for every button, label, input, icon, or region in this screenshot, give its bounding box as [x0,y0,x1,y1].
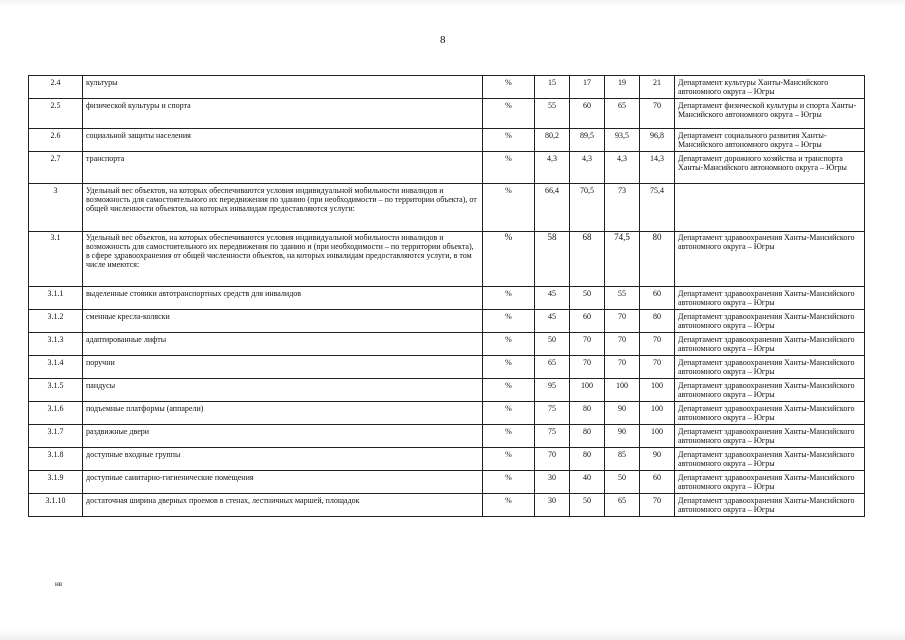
responsible-department: Департамент физической культуры и спорта Ханты-Мансийского автономного округа – Югры [675,99,865,129]
responsible-department: Департамент здравоохранения Ханты-Мансийского автономного округа – Югры [675,471,865,494]
value-year-2: 70 [570,333,605,356]
row-number: 3.1.7 [29,425,83,448]
row-number: 2.7 [29,152,83,184]
table-row [29,129,865,152]
responsible-department: Департамент здравоохранения Ханты-Мансийского автономного округа – Югры [675,425,865,448]
row-number: 2.6 [29,129,83,152]
indicator-name: пандусы [83,379,483,402]
value-year-3: 65 [605,99,640,129]
value-year-4: 70 [640,356,675,379]
value-year-1: 55 [535,99,570,129]
value-year-3: 90 [605,402,640,425]
responsible-department: Департамент социального развития Ханты-Мансийского автономного округа – Югры [675,129,865,152]
value-year-2: 40 [570,471,605,494]
value-year-3: 70 [605,356,640,379]
responsible-department: Департамент дорожного хозяйства и транспорта Ханты-Мансийского автономного округа – Югры [675,152,865,184]
indicator-name: сменные кресла-коляски [83,310,483,333]
value-year-1: 66,4 [535,184,570,232]
unit-cell: % [483,471,535,494]
table-row [29,425,865,448]
scan-edge-bottom [0,630,905,640]
unit-cell: % [483,310,535,333]
value-year-3: 85 [605,448,640,471]
row-number: 3.1.2 [29,310,83,333]
value-year-1: 45 [535,310,570,333]
value-year-4: 75,4 [640,184,675,232]
row-number: 3.1.1 [29,287,83,310]
value-year-1: 58 [535,232,570,287]
indicator-name: Удельный вес объектов, на которых обеспечиваются условия индивидуальной мобильности инвалидов и возможность для самостоятельного их передвижения по зданию (при необходимости – по территории объекта), от общей численности объектов, на которых инвалидам предоставляются услуги: [83,184,483,232]
value-year-1: 70 [535,448,570,471]
value-year-3: 70 [605,333,640,356]
indicator-name: физической культуры и спорта [83,99,483,129]
indicator-name: подъемные платформы (аппарели) [83,402,483,425]
footer-mark: нв [55,580,63,588]
table-row [29,99,865,129]
value-year-4: 60 [640,287,675,310]
unit-cell: % [483,494,535,517]
responsible-department: Департамент культуры Ханты-Мансийского автономного округа – Югры [675,76,865,99]
row-number: 3.1.10 [29,494,83,517]
indicator-name: выделенные стоянки автотранспортных средств для инвалидов [83,287,483,310]
responsible-department: Департамент здравоохранения Ханты-Мансийского автономного округа – Югры [675,310,865,333]
value-year-3: 90 [605,425,640,448]
value-year-2: 4,3 [570,152,605,184]
responsible-department: Департамент здравоохранения Ханты-Мансийского автономного округа – Югры [675,232,865,287]
table-row [29,287,865,310]
value-year-2: 50 [570,287,605,310]
value-year-4: 90 [640,448,675,471]
indicator-name: социальной защиты населения [83,129,483,152]
value-year-4: 60 [640,471,675,494]
scan-edge-top [0,0,905,6]
unit-cell: % [483,402,535,425]
indicator-name: раздвижные двери [83,425,483,448]
table-row [29,494,865,517]
value-year-4: 14,3 [640,152,675,184]
value-year-3: 4,3 [605,152,640,184]
value-year-4: 70 [640,99,675,129]
unit-cell: % [483,425,535,448]
unit-cell: % [483,76,535,99]
value-year-1: 4,3 [535,152,570,184]
row-number: 3 [29,184,83,232]
value-year-4: 21 [640,76,675,99]
value-year-1: 30 [535,471,570,494]
table-row [29,356,865,379]
value-year-4: 80 [640,232,675,287]
table-row [29,333,865,356]
unit-cell: % [483,232,535,287]
value-year-2: 80 [570,448,605,471]
value-year-1: 65 [535,356,570,379]
row-number: 3.1.5 [29,379,83,402]
value-year-4: 100 [640,379,675,402]
value-year-4: 70 [640,494,675,517]
value-year-2: 60 [570,99,605,129]
value-year-1: 75 [535,425,570,448]
indicator-name: Удельный вес объектов, на которых обеспечиваются условия индивидуальной мобильности инвалидов и возможность для самостоятельного их передвижения по зданию и (при необходимости – по территории объекта), в сфере здравоохранения от общей численности объектов, на которых инвалидам предоставляются услуги, в том числе имеются: [83,232,483,287]
table-row [29,232,865,287]
value-year-2: 68 [570,232,605,287]
indicator-name: адаптированные лифты [83,333,483,356]
value-year-3: 65 [605,494,640,517]
table-row [29,471,865,494]
value-year-3: 55 [605,287,640,310]
value-year-4: 100 [640,425,675,448]
responsible-department: Департамент здравоохранения Ханты-Мансийского автономного округа – Югры [675,379,865,402]
value-year-1: 75 [535,402,570,425]
value-year-2: 70,5 [570,184,605,232]
value-year-3: 19 [605,76,640,99]
value-year-1: 50 [535,333,570,356]
table-row [29,379,865,402]
value-year-2: 17 [570,76,605,99]
value-year-1: 80,2 [535,129,570,152]
value-year-4: 96,8 [640,129,675,152]
indicator-name: транспорта [83,152,483,184]
unit-cell: % [483,333,535,356]
indicator-name: поручни [83,356,483,379]
unit-cell: % [483,129,535,152]
responsible-department: Департамент здравоохранения Ханты-Мансийского автономного округа – Югры [675,402,865,425]
indicator-name: достаточная ширина дверных проемов в стенах, лестничных маршей, площадок [83,494,483,517]
value-year-3: 93,5 [605,129,640,152]
unit-cell: % [483,152,535,184]
responsible-department [675,184,865,232]
value-year-1: 30 [535,494,570,517]
value-year-3: 50 [605,471,640,494]
row-number: 3.1.3 [29,333,83,356]
unit-cell: % [483,99,535,129]
value-year-1: 45 [535,287,570,310]
value-year-4: 80 [640,310,675,333]
row-number: 3.1.6 [29,402,83,425]
value-year-2: 80 [570,425,605,448]
unit-cell: % [483,448,535,471]
indicator-name: доступные санитарно-гигиенические помещения [83,471,483,494]
value-year-2: 60 [570,310,605,333]
indicator-name: культуры [83,76,483,99]
responsible-department: Департамент здравоохранения Ханты-Мансийского автономного округа – Югры [675,356,865,379]
value-year-1: 95 [535,379,570,402]
row-number: 2.5 [29,99,83,129]
value-year-2: 50 [570,494,605,517]
table-row [29,448,865,471]
row-number: 3.1.9 [29,471,83,494]
value-year-3: 73 [605,184,640,232]
responsible-department: Департамент здравоохранения Ханты-Мансийского автономного округа – Югры [675,494,865,517]
value-year-3: 100 [605,379,640,402]
responsible-department: Департамент здравоохранения Ханты-Мансийского автономного округа – Югры [675,287,865,310]
row-number: 3.1.8 [29,448,83,471]
unit-cell: % [483,287,535,310]
table-row [29,402,865,425]
value-year-1: 15 [535,76,570,99]
indicator-name: доступные входные группы [83,448,483,471]
value-year-3: 74,5 [605,232,640,287]
unit-cell: % [483,356,535,379]
unit-cell: % [483,184,535,232]
responsible-department: Департамент здравоохранения Ханты-Мансийского автономного округа – Югры [675,448,865,471]
indicator-table [28,75,865,517]
table-row [29,310,865,333]
value-year-4: 70 [640,333,675,356]
table-row [29,76,865,99]
value-year-2: 89,5 [570,129,605,152]
row-number: 2.4 [29,76,83,99]
unit-cell: % [483,379,535,402]
responsible-department: Департамент здравоохранения Ханты-Мансийского автономного округа – Югры [675,333,865,356]
value-year-4: 100 [640,402,675,425]
value-year-3: 70 [605,310,640,333]
table-row [29,184,865,232]
page-number: 8 [440,34,446,46]
value-year-2: 80 [570,402,605,425]
value-year-2: 100 [570,379,605,402]
value-year-2: 70 [570,356,605,379]
table-row [29,152,865,184]
row-number: 3.1.4 [29,356,83,379]
row-number: 3.1 [29,232,83,287]
